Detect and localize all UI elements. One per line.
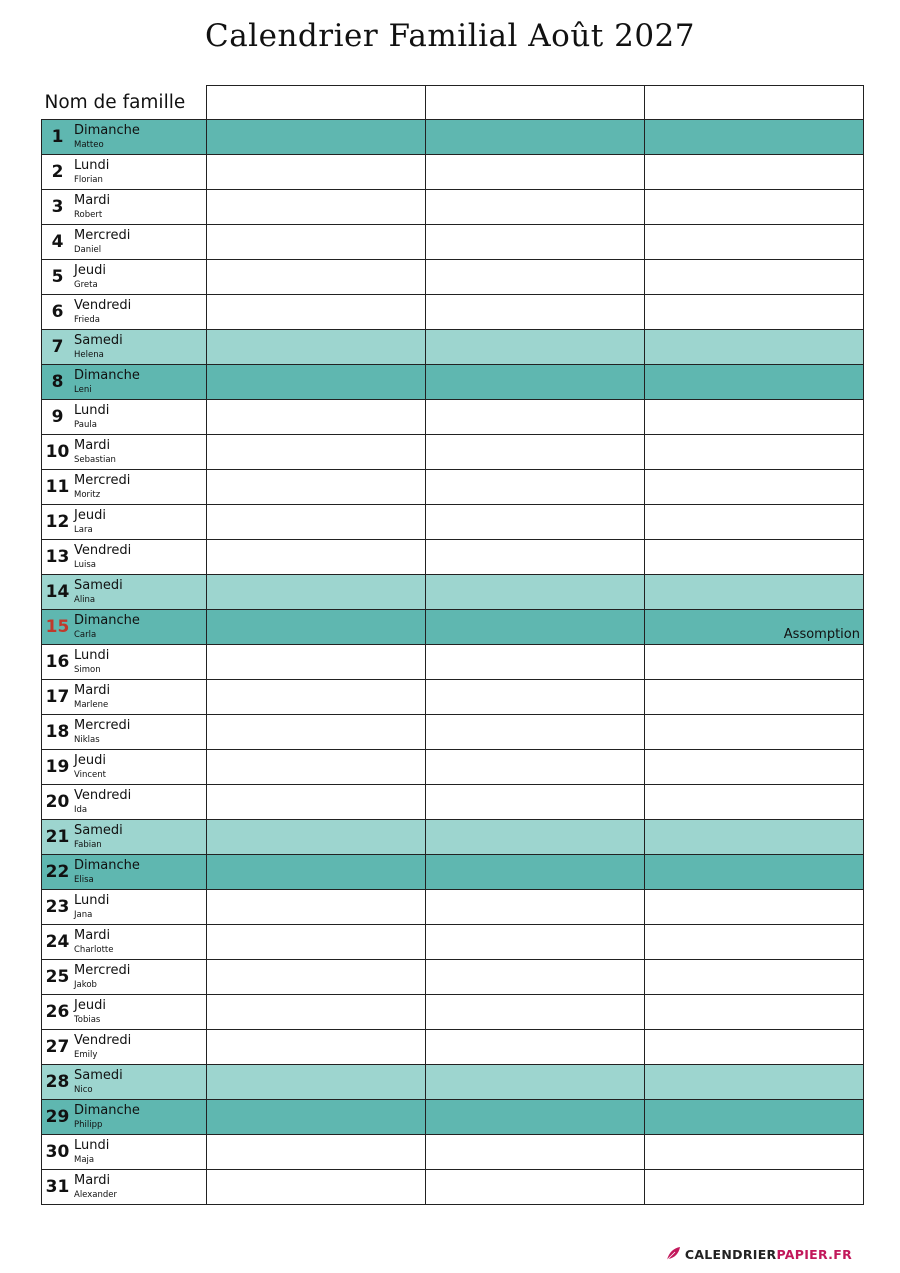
saint-name: Carla: [74, 630, 97, 640]
day-label-cell: [42, 400, 207, 435]
day-number: 16: [45, 652, 70, 672]
saint-name: Matteo: [74, 140, 104, 150]
entry-cell[interactable]: [645, 260, 864, 295]
entry-cell[interactable]: [426, 295, 645, 330]
entry-cell[interactable]: [645, 1135, 864, 1170]
entry-cell[interactable]: [426, 190, 645, 225]
entry-cell[interactable]: [207, 1135, 426, 1170]
entry-cell[interactable]: [207, 470, 426, 505]
entry-cell[interactable]: [207, 505, 426, 540]
day-label-cell: [42, 610, 207, 645]
entry-cell[interactable]: [426, 715, 645, 750]
entry-cell[interactable]: [207, 1100, 426, 1135]
day-number: 17: [45, 687, 70, 707]
entry-cell[interactable]: [207, 995, 426, 1030]
entry-cell[interactable]: [645, 1100, 864, 1135]
day-label-cell: [42, 575, 207, 610]
day-label-cell: [42, 680, 207, 715]
day-number: 13: [45, 547, 70, 567]
entry-cell[interactable]: [426, 960, 645, 995]
day-label-cell: [42, 1030, 207, 1065]
day-label-cell: [42, 295, 207, 330]
day-name: Samedi: [74, 823, 123, 838]
saint-name: Elisa: [74, 875, 94, 885]
day-number: 20: [45, 792, 70, 812]
day-row: [42, 155, 864, 190]
day-number: 9: [51, 407, 64, 427]
entry-cell[interactable]: [645, 295, 864, 330]
day-number: 24: [45, 932, 70, 952]
member-name-cell[interactable]: [426, 86, 645, 120]
leaf-icon: [665, 1246, 681, 1262]
entry-cell[interactable]: [207, 225, 426, 260]
saint-name: Florian: [74, 175, 103, 185]
entry-cell[interactable]: [207, 750, 426, 785]
entry-cell[interactable]: [645, 820, 864, 855]
saint-name: Jakob: [74, 980, 97, 990]
entry-cell[interactable]: [426, 1135, 645, 1170]
entry-cell[interactable]: [426, 470, 645, 505]
entry-cell[interactable]: [645, 435, 864, 470]
day-row: [42, 575, 864, 610]
entry-cell[interactable]: [645, 715, 864, 750]
day-name: Jeudi: [74, 263, 106, 278]
day-number: 7: [51, 337, 64, 357]
entry-cell[interactable]: [426, 680, 645, 715]
entry-cell[interactable]: [207, 435, 426, 470]
day-name: Dimanche: [74, 1103, 140, 1118]
entry-cell[interactable]: [645, 470, 864, 505]
entry-cell[interactable]: [426, 890, 645, 925]
saint-name: Helena: [74, 350, 104, 360]
entry-cell[interactable]: [645, 1170, 864, 1205]
day-name: Mardi: [74, 438, 111, 453]
day-name: Samedi: [74, 578, 123, 593]
entry-cell[interactable]: [645, 540, 864, 575]
day-name: Jeudi: [74, 753, 106, 768]
entry-cell[interactable]: [426, 330, 645, 365]
day-row: [42, 610, 864, 645]
day-row: [42, 190, 864, 225]
day-name: Dimanche: [74, 613, 140, 628]
saint-name: Jana: [74, 910, 93, 920]
entry-cell[interactable]: [426, 820, 645, 855]
day-name: Lundi: [74, 1138, 110, 1153]
holiday-label: Assomption: [783, 627, 860, 642]
day-label-cell: [42, 960, 207, 995]
day-name: Mercredi: [74, 963, 131, 978]
day-row: [42, 855, 864, 890]
day-name: Samedi: [74, 1068, 123, 1083]
entry-cell[interactable]: [645, 330, 864, 365]
entry-cell[interactable]: [645, 1030, 864, 1065]
entry-cell[interactable]: [426, 120, 645, 155]
entry-cell[interactable]: [426, 1065, 645, 1100]
entry-cell[interactable]: [645, 925, 864, 960]
member-name-cell[interactable]: [207, 86, 426, 120]
day-number: 15: [45, 617, 70, 637]
entry-cell[interactable]: [207, 155, 426, 190]
saint-name: Maja: [74, 1155, 95, 1165]
day-number: 29: [45, 1107, 70, 1127]
entry-cell[interactable]: [207, 645, 426, 680]
day-label-cell: [42, 995, 207, 1030]
day-row: [42, 890, 864, 925]
entry-cell[interactable]: [207, 295, 426, 330]
day-name: Jeudi: [74, 508, 106, 523]
entry-cell[interactable]: [207, 1065, 426, 1100]
day-label-cell: [42, 925, 207, 960]
entry-cell[interactable]: [207, 1030, 426, 1065]
entry-cell[interactable]: [207, 365, 426, 400]
entry-cell[interactable]: [207, 1170, 426, 1205]
entry-cell[interactable]: [645, 890, 864, 925]
day-row: [42, 1170, 864, 1205]
entry-cell[interactable]: [426, 225, 645, 260]
entry-cell[interactable]: [426, 995, 645, 1030]
saint-name: Emily: [74, 1050, 98, 1060]
entry-cell[interactable]: [207, 680, 426, 715]
day-number: 6: [51, 302, 64, 322]
day-row: [42, 960, 864, 995]
day-number: 22: [45, 862, 70, 882]
saint-name: Vincent: [74, 770, 106, 780]
entry-cell[interactable]: [426, 505, 645, 540]
saint-name: Ida: [74, 805, 88, 815]
day-name: Lundi: [74, 158, 110, 173]
entry-cell[interactable]: [645, 190, 864, 225]
saint-name: Simon: [74, 665, 101, 675]
entry-cell[interactable]: [207, 540, 426, 575]
day-number: 26: [45, 1002, 70, 1022]
entry-cell[interactable]: [645, 855, 864, 890]
entry-cell[interactable]: [645, 155, 864, 190]
saint-name: Luisa: [74, 560, 96, 570]
entry-cell[interactable]: [645, 680, 864, 715]
entry-cell[interactable]: [207, 855, 426, 890]
day-label-cell: [42, 1100, 207, 1135]
entry-cell[interactable]: [207, 715, 426, 750]
day-label-cell: [42, 505, 207, 540]
day-row: [42, 715, 864, 750]
day-number: 5: [51, 267, 64, 287]
day-number: 25: [45, 967, 70, 987]
day-row: [42, 785, 864, 820]
day-row: [42, 260, 864, 295]
day-row: [42, 1100, 864, 1135]
day-label-cell: [42, 155, 207, 190]
day-number: 30: [45, 1142, 70, 1162]
day-number: 8: [51, 372, 64, 392]
day-number: 31: [45, 1177, 70, 1197]
day-row: [42, 435, 864, 470]
entry-cell[interactable]: [426, 260, 645, 295]
saint-name: Tobias: [74, 1015, 101, 1025]
entry-cell[interactable]: [645, 645, 864, 680]
day-row: [42, 470, 864, 505]
header-row: [42, 86, 864, 120]
day-name: Mardi: [74, 683, 111, 698]
entry-cell[interactable]: [426, 155, 645, 190]
day-number: 10: [45, 442, 70, 462]
saint-name: Leni: [74, 385, 92, 395]
member-name-cell[interactable]: [645, 86, 864, 120]
entry-cell[interactable]: [426, 1170, 645, 1205]
day-label-cell: [42, 330, 207, 365]
day-label-cell: [42, 1065, 207, 1100]
entry-cell[interactable]: [426, 575, 645, 610]
entry-cell[interactable]: [207, 890, 426, 925]
day-label-cell: [42, 715, 207, 750]
entry-cell[interactable]: [645, 120, 864, 155]
entry-cell[interactable]: [645, 785, 864, 820]
day-row: [42, 995, 864, 1030]
entry-cell[interactable]: [645, 610, 864, 645]
day-label-cell: [42, 260, 207, 295]
entry-cell[interactable]: [207, 925, 426, 960]
day-number: 12: [45, 512, 70, 532]
day-row: [42, 1135, 864, 1170]
brand-part1: CALENDRIER: [684, 1246, 777, 1262]
day-name: Dimanche: [74, 368, 140, 383]
day-name: Dimanche: [74, 123, 140, 138]
saint-name: Sebastian: [74, 455, 116, 465]
day-number: 21: [45, 827, 70, 847]
day-number: 18: [45, 722, 70, 742]
saint-name: Alexander: [74, 1190, 118, 1200]
entry-cell[interactable]: [426, 540, 645, 575]
day-name: Samedi: [74, 333, 123, 348]
entry-cell[interactable]: [426, 1100, 645, 1135]
entry-cell[interactable]: [207, 190, 426, 225]
saint-name: Lara: [74, 525, 93, 535]
entry-cell[interactable]: [645, 505, 864, 540]
entry-cell[interactable]: [645, 750, 864, 785]
saint-name: Fabian: [74, 840, 102, 850]
entry-cell[interactable]: [645, 960, 864, 995]
entry-cell[interactable]: [207, 120, 426, 155]
day-label-cell: [42, 820, 207, 855]
day-number: 1: [51, 127, 64, 147]
entry-cell[interactable]: [426, 365, 645, 400]
day-row: [42, 540, 864, 575]
day-name: Mardi: [74, 928, 111, 943]
day-label-cell: [42, 470, 207, 505]
day-label-cell: [42, 1170, 207, 1205]
day-label-cell: [42, 365, 207, 400]
calendar-table: [41, 85, 864, 1205]
day-label-cell: [42, 190, 207, 225]
entry-cell[interactable]: [207, 330, 426, 365]
day-row: [42, 680, 864, 715]
saint-name: Nico: [74, 1085, 93, 1095]
saint-name: Daniel: [74, 245, 102, 255]
day-label-cell: [42, 120, 207, 155]
day-row: [42, 820, 864, 855]
saint-name: Frieda: [74, 315, 100, 325]
entry-cell[interactable]: [426, 435, 645, 470]
day-name: Mercredi: [74, 473, 131, 488]
day-name: Mardi: [74, 193, 111, 208]
day-row: [42, 925, 864, 960]
entry-cell[interactable]: [426, 400, 645, 435]
day-row: [42, 1065, 864, 1100]
saint-name: Charlotte: [74, 945, 114, 955]
day-row: [42, 330, 864, 365]
entry-cell[interactable]: [207, 960, 426, 995]
entry-cell[interactable]: [207, 400, 426, 435]
day-name: Mercredi: [74, 228, 131, 243]
day-name: Vendredi: [74, 788, 132, 803]
day-name: Dimanche: [74, 858, 140, 873]
day-label-cell: [42, 855, 207, 890]
day-row: [42, 120, 864, 155]
entry-cell[interactable]: [426, 610, 645, 645]
entry-cell[interactable]: [207, 785, 426, 820]
entry-cell[interactable]: [207, 260, 426, 295]
day-row: [42, 400, 864, 435]
entry-cell[interactable]: [645, 1065, 864, 1100]
page-title: Calendrier Familial Août 2027: [204, 18, 696, 54]
day-name: Jeudi: [74, 998, 106, 1013]
day-row: [42, 1030, 864, 1065]
day-number: 27: [45, 1037, 70, 1057]
day-name: Mardi: [74, 1173, 111, 1188]
day-label-cell: [42, 645, 207, 680]
entry-cell[interactable]: [426, 645, 645, 680]
entry-cell[interactable]: [207, 575, 426, 610]
saint-name: Greta: [74, 280, 98, 290]
day-name: Lundi: [74, 648, 110, 663]
day-row: [42, 365, 864, 400]
saint-name: Paula: [74, 420, 97, 430]
saint-name: Niklas: [74, 735, 100, 745]
entry-cell[interactable]: [426, 1030, 645, 1065]
saint-name: Robert: [74, 210, 103, 220]
entry-cell[interactable]: [207, 820, 426, 855]
saint-name: Philipp: [74, 1120, 103, 1130]
day-row: [42, 505, 864, 540]
day-label-cell: [42, 540, 207, 575]
day-row: [42, 750, 864, 785]
entry-cell[interactable]: [645, 575, 864, 610]
day-label-cell: [42, 225, 207, 260]
day-label-cell: [42, 1135, 207, 1170]
day-name: Lundi: [74, 893, 110, 908]
entry-cell[interactable]: [645, 400, 864, 435]
brand-part2: PAPIER.FR: [776, 1246, 852, 1262]
day-number: 4: [51, 232, 64, 252]
entry-cell[interactable]: [645, 365, 864, 400]
entry-cell[interactable]: [426, 925, 645, 960]
entry-cell[interactable]: [645, 225, 864, 260]
brand-logo: [665, 1246, 852, 1262]
day-name: Vendredi: [74, 1033, 132, 1048]
day-name: Vendredi: [74, 298, 132, 313]
day-name: Vendredi: [74, 543, 132, 558]
day-number: 14: [45, 582, 70, 602]
day-number: 28: [45, 1072, 70, 1092]
day-name: Lundi: [74, 403, 110, 418]
day-number: 19: [45, 757, 70, 777]
saint-name: Moritz: [74, 490, 101, 500]
day-label-cell: [42, 750, 207, 785]
day-label-cell: [42, 435, 207, 470]
day-number: 11: [45, 477, 70, 497]
day-number: 3: [51, 197, 64, 217]
day-row: [42, 295, 864, 330]
entry-cell[interactable]: [207, 610, 426, 645]
family-name-label: Nom de famille: [42, 86, 207, 120]
day-row: [42, 645, 864, 680]
day-label-cell: [42, 890, 207, 925]
day-label-cell: [42, 785, 207, 820]
day-number: 23: [45, 897, 70, 917]
day-number: 2: [51, 162, 64, 182]
saint-name: Alina: [74, 595, 96, 605]
day-name: Mercredi: [74, 718, 131, 733]
entry-cell[interactable]: [426, 785, 645, 820]
entry-cell[interactable]: [645, 995, 864, 1030]
entry-cell[interactable]: [426, 750, 645, 785]
day-row: [42, 225, 864, 260]
saint-name: Marlene: [74, 700, 109, 710]
entry-cell[interactable]: [426, 855, 645, 890]
